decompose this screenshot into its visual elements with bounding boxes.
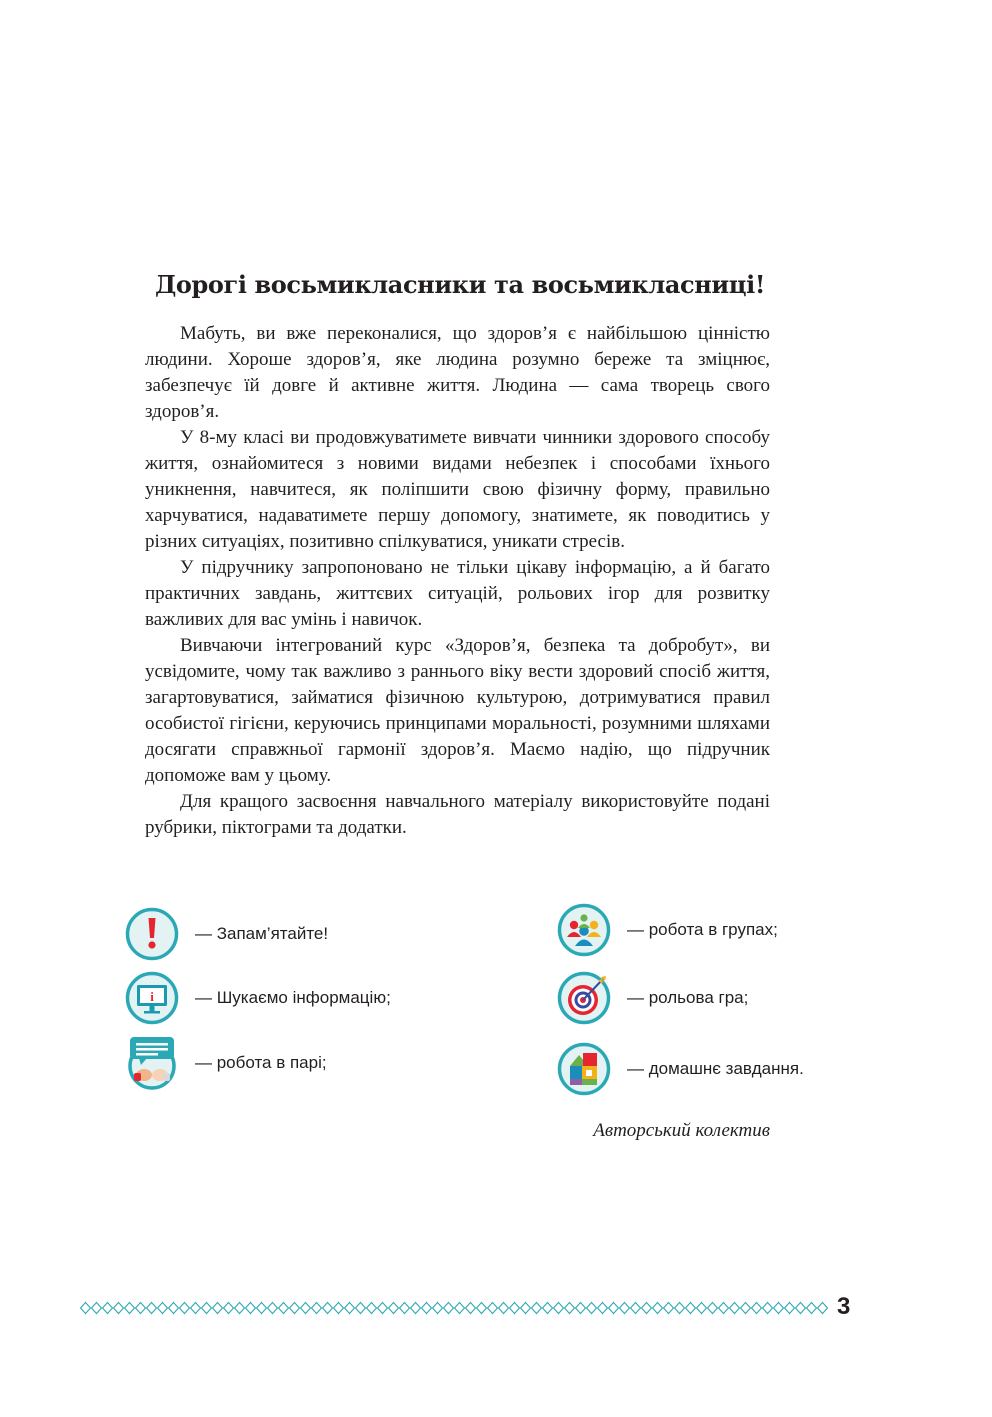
target-icon (557, 971, 611, 1025)
pair-work-icon (125, 1036, 179, 1090)
author-signature: Авторський колектив (593, 1120, 770, 1141)
legend-item-role-play (557, 971, 748, 1025)
exclamation-icon (125, 907, 179, 961)
legend-item-homework (557, 1042, 804, 1096)
legend-label: — рольова гра; (627, 988, 749, 1007)
paragraph: У 8-му класі ви продовжуватимете вивчати чинники здорового способу життя, ознайомитеся з новими видами небезпек і способами їхнього уникнення, навчитеся, як поліпшити свою фізичну форму, правильно харчуватися, надаватимете першу допомогу, знатимете, як поводитись у різних ситуаціях, позитивно спілкуватися, уникати стресів. (145, 427, 770, 552)
legend-label: — Запам’ятайте! (195, 924, 329, 943)
svg-text:i: i (150, 989, 154, 1004)
legend-item-remember (125, 907, 328, 961)
paragraph: У підручнику запропоновано не тільки цікаву інформацію, а й багато практичних завдань, життєвих ситуацій, рольових ігор для розвитку важливих для вас умінь і навичок. (145, 557, 770, 630)
legend-label: — домашнє завдання. (627, 1059, 804, 1078)
page-title: Дорогі восьмикласники та восьмикласниці! (154, 270, 765, 299)
intro-text (145, 321, 770, 841)
group-work-icon (557, 903, 611, 957)
paragraph: Мабуть, ви вже переконалися, що здоров’я є найбільшою цінністю людини. Хороше здоров’я, яке людина розумно береже та зміцнює, забезпечує їй довге й активне життя. Людина — сама творець свого здоров’я. (145, 323, 770, 422)
info-monitor-icon (125, 971, 179, 1025)
paragraph: Вивчаючи інтегрований курс «Здоров’я, безпека та добробут», ви усвідомите, чому так важливо з раннього віку вести здоровий спосіб життя, загартовуватися, займатися фізичною культурою, дотримуватися правил особистої гігієни, керуючись принципами моральності, розумними шляхами досягати справжньої гармонії здоров’я. Маємо надію, що підручник допоможе вам у цьому. (145, 635, 770, 786)
paragraph: Для кращого засвоєння навчального матеріалу використовуйте подані рубрики, піктограми та додатки. (145, 791, 770, 838)
legend-label: — робота в групах; (627, 920, 778, 939)
legend-item-pair-work (125, 1036, 327, 1090)
legend-label: — Шукаємо інформацію; (195, 988, 391, 1007)
decorative-border (80, 1300, 828, 1316)
legend-item-info (125, 971, 391, 1025)
legend-label: — робота в парі; (195, 1053, 327, 1072)
legend-item-group-work (557, 903, 778, 957)
page-number: 3 (837, 1293, 851, 1320)
house-puzzle-icon (557, 1042, 611, 1096)
